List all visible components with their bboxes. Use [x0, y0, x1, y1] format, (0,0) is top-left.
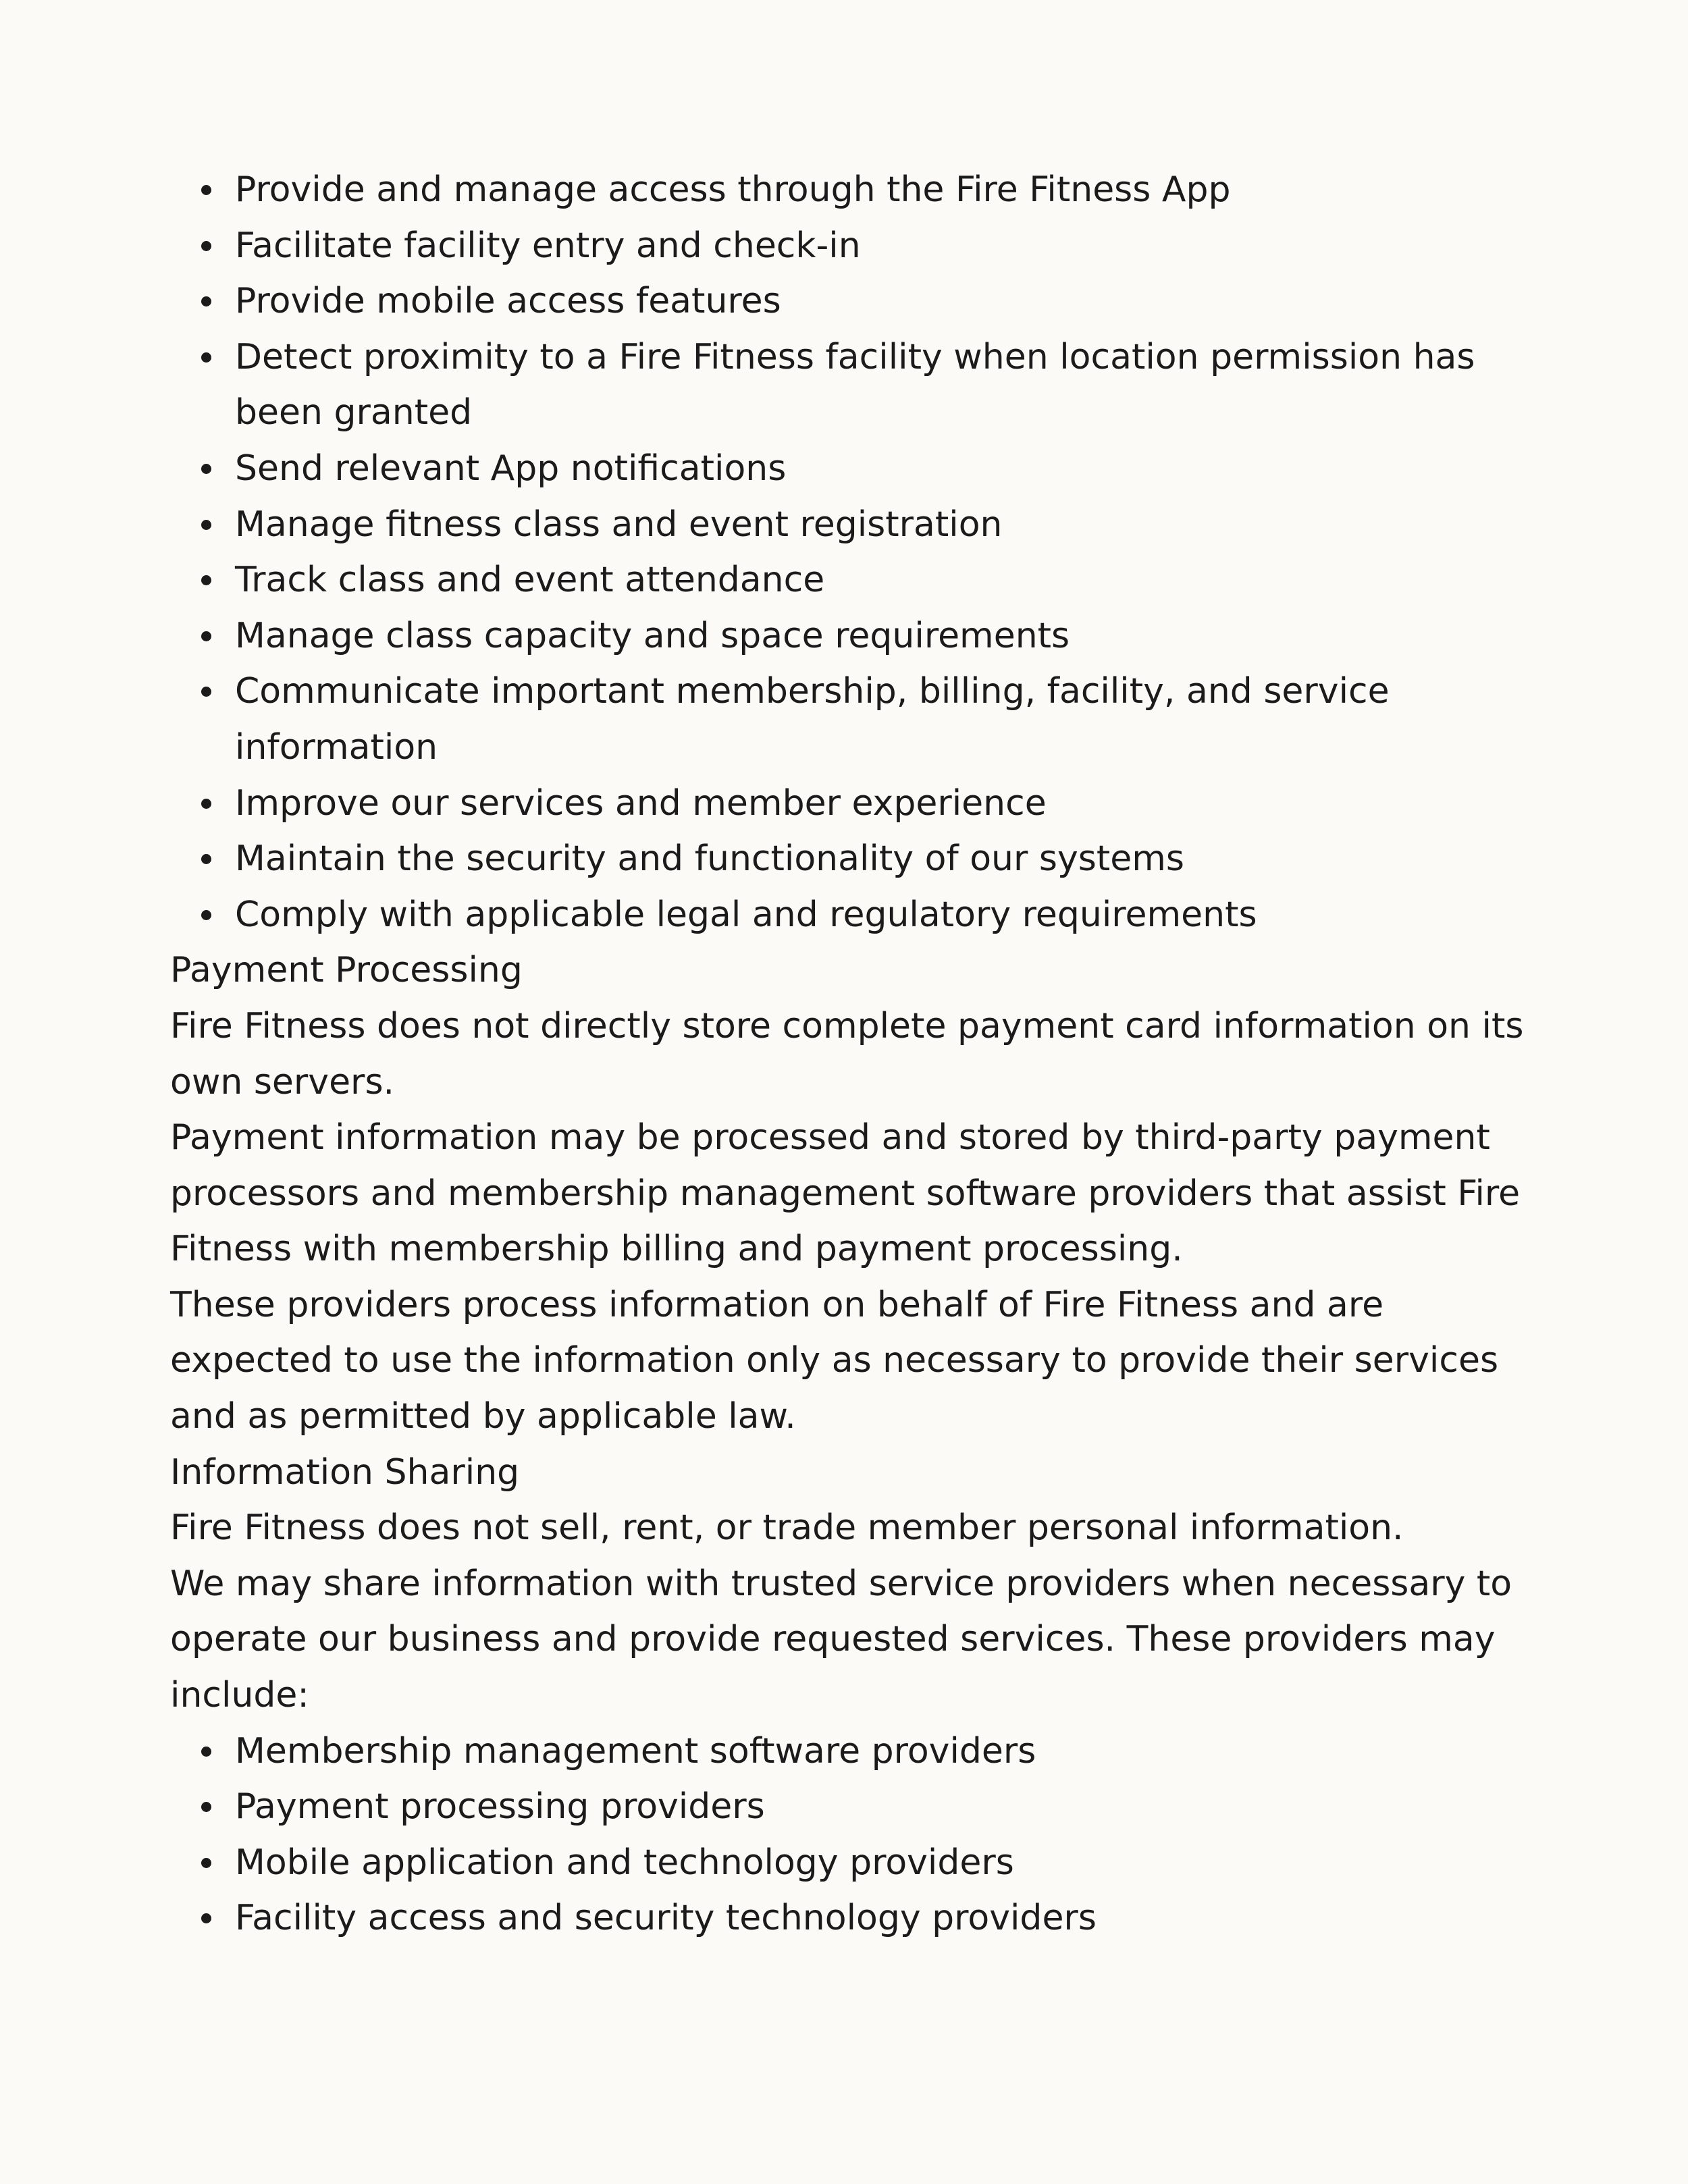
list-item-text: Improve our services and member experience [235, 782, 1047, 824]
payment-processing-heading: Payment Processing [170, 950, 523, 991]
list-item-text: Manage fitness class and event registration [235, 504, 1003, 545]
list-item [235, 831, 1527, 887]
list-item-text: Detect proximity to a Fire Fitness facility when location permission has been granted [235, 336, 1475, 433]
list-item-text: Manage class capacity and space requirements [235, 615, 1070, 656]
bullet-icon [201, 520, 211, 530]
list-item [235, 162, 1527, 218]
list-item [235, 608, 1527, 664]
bullet-icon [201, 910, 211, 920]
list-item [235, 218, 1527, 274]
list-item [235, 497, 1527, 553]
list-item-text: Payment processing providers [235, 1786, 765, 1828]
document-page [170, 162, 1527, 1946]
list-item [235, 1890, 1527, 1946]
providers-list [170, 1724, 1527, 1946]
bullet-icon [201, 1913, 211, 1923]
payment-paragraph: Payment information may be processed and stored by third-party payment processors and membership management software providers that assist Fire Fitness with membership billing and payment processing. [170, 1117, 1521, 1270]
bullet-icon [201, 687, 211, 697]
list-item-text: Communicate important membership, billing, facility, and service information [235, 671, 1390, 768]
bullet-icon [201, 241, 211, 251]
sharing-paragraph: We may share information with trusted service providers when necessary to operate our business and provide requested services. These providers may include: [170, 1563, 1512, 1716]
bullet-icon [201, 1802, 211, 1812]
list-item-text: Send relevant App notifications [235, 448, 787, 489]
bullet-icon [201, 799, 211, 809]
payment-paragraph: These providers process information on behalf of Fire Fitness and are expected to use the information only as necessary to provide their services and as permitted by applicable law. [170, 1284, 1499, 1437]
list-item [235, 887, 1527, 943]
list-item-text: Mobile application and technology providers [235, 1842, 1014, 1883]
list-item [235, 1779, 1527, 1835]
list-item [235, 273, 1527, 329]
list-item-text: Membership management software providers [235, 1730, 1036, 1772]
list-item-text: Provide and manage access through the Fire Fitness App [235, 169, 1231, 210]
list-item-text: Comply with applicable legal and regulatory requirements [235, 894, 1257, 935]
list-item-text: Facilitate facility entry and check-in [235, 225, 861, 266]
bullet-icon [201, 1858, 211, 1868]
list-item [235, 1724, 1527, 1780]
list-item [235, 552, 1527, 608]
list-item [235, 441, 1527, 497]
bullet-icon [201, 296, 211, 307]
list-item-text: Provide mobile access features [235, 281, 781, 322]
information-sharing-heading: Information Sharing [170, 1451, 520, 1493]
list-item [235, 776, 1527, 832]
bullet-icon [201, 1747, 211, 1757]
list-item-text: Maintain the security and functionality of our systems [235, 838, 1184, 880]
bullet-icon [201, 854, 211, 864]
list-item-text: Track class and event attendance [235, 560, 825, 601]
list-item-text: Facility access and security technology providers [235, 1898, 1097, 1939]
sharing-paragraph: Fire Fitness does not sell, rent, or trade member personal information. [170, 1508, 1404, 1549]
bullet-icon [201, 352, 211, 363]
list-item [235, 329, 1527, 441]
bullet-icon [201, 631, 211, 641]
bullet-icon [201, 464, 211, 474]
bullet-icon [201, 575, 211, 585]
payment-paragraph: Fire Fitness does not directly store complete payment card information on its own servers. [170, 1005, 1524, 1102]
list-item [235, 664, 1527, 775]
list-item [235, 1835, 1527, 1891]
uses-list [170, 162, 1527, 942]
bullet-icon [201, 185, 211, 195]
